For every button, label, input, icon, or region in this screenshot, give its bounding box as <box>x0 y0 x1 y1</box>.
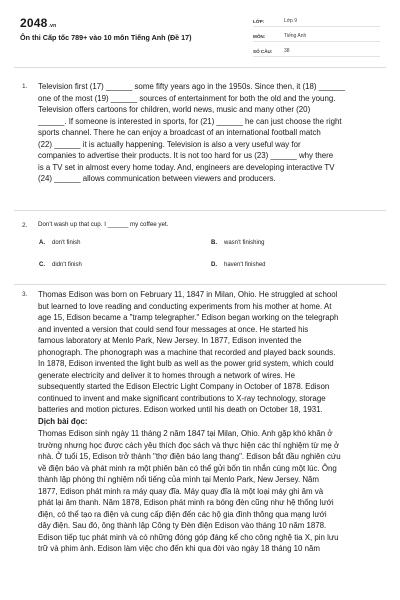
meta-value: Tiếng Anh <box>284 33 307 39</box>
page-title: Ôn thi Cấp tốc 789+ vào 10 môn Tiếng Anh (Đề 17) <box>20 33 192 42</box>
question-divider <box>14 284 386 285</box>
passage-line: famous laboratory at Menlo Park, New Jersey. In 1877, Edison invented the <box>38 336 302 346</box>
question-2-text: Don't wash up that cup. I ______ my coffee yet. <box>38 221 169 228</box>
translation-line: Thomas Edison sinh ngày 11 tháng 2 năm 1847 tại Milan, Ohio. Anh gặp khó khăn ở <box>38 429 333 438</box>
passage-line: Thomas Edison was born on February 11, 1847 in Milan, Ohio. He struggled at school <box>38 290 338 299</box>
question-3-passage <box>38 289 378 416</box>
translation-line: Edison tiếp tục phát minh và có những đóng góp đáng kể cho công nghệ tia X, pin lưu <box>38 532 339 542</box>
site-logo[interactable] <box>20 16 56 30</box>
meta-value: 38 <box>284 48 290 54</box>
translation-line: thành lập phòng thí nghiệm nổi tiếng của mình tại Menlo Park, New Jersey. Năm <box>38 475 319 485</box>
passage-line: batteries and motion pictures. Edison worked until his death on October 18, 1931. <box>38 405 323 415</box>
option-letter: A. <box>39 240 45 246</box>
meta-label: SỐ CÂU: <box>253 49 273 54</box>
option-text: haven't finished <box>224 262 266 268</box>
meta-label: MÔN: <box>253 34 266 39</box>
translation-line: trường nhưng học được cách yêu thích đọc sách và thực hiện các thí nghiệm từ mẹ ở <box>38 440 340 450</box>
meta-value: Lớp 9 <box>284 18 298 24</box>
translation-line: trữ và phim ảnh. Edison làm việc cho đến khi qua đời vào ngày 18 tháng 10 năm <box>38 544 320 554</box>
passage-line: age 15, Edison became a "tramp telegrapher." Edison began working on the telegraph <box>38 313 339 323</box>
option-c[interactable] <box>39 262 82 268</box>
logo-main: 2048 <box>20 16 48 30</box>
translation-line: 1877, Edison phát minh ra máy quay đĩa. Máy quay đĩa là một loại máy ghi âm và <box>38 486 324 496</box>
passage-line: continued to invent and make significant contributions to X-ray technology, storage <box>38 393 326 403</box>
option-letter: B. <box>211 240 217 246</box>
passage-line: (24) ______ allows communication between viewers and producers. <box>38 174 276 184</box>
passage-line: and invented a version that could send four messages at once. He started his <box>38 324 309 334</box>
meta-row-subject <box>253 27 380 42</box>
translation-line: về điện báo và phát minh ra một phiên bản có thể gửi bốn tin nhắn cùng một lúc. Ông <box>38 463 337 473</box>
option-text: don't finish <box>52 240 81 246</box>
passage-line: (22) ______ it is actually happening. Television is also a very useful way for <box>38 139 301 149</box>
meta-row-count <box>253 42 380 57</box>
meta-info <box>253 12 380 57</box>
translation-line: dây điện. Sau đó, ông thành lập Công ty Đèn điện Edison vào tháng 10 năm 1878. <box>38 521 327 531</box>
option-text: wasn't finishing <box>224 240 265 246</box>
option-text: didn't finish <box>52 262 82 268</box>
passage-line: subsequently started the Edison Electric Light Company in October of 1878. Edison <box>38 382 330 392</box>
header-divider <box>14 67 386 68</box>
translation-line: điện, có thể tạo ra điện và cung cấp điện đến các hộ gia đình thông qua mạng lưới <box>38 509 327 519</box>
option-d[interactable] <box>211 262 266 268</box>
option-letter: C. <box>39 262 45 268</box>
passage-line: sports channel. There he can enjoy a broadcast of an international football match <box>38 128 321 138</box>
question-number: 3. <box>22 291 28 298</box>
translation-heading: Dịch bài đọc: <box>38 417 88 426</box>
option-letter: D. <box>211 262 217 268</box>
translation-line: nhà. Ở tuổi 15, Edison trở thành "thợ điện báo lang thang". Edison bắt đầu nghiên cứu <box>38 452 341 462</box>
translation-line: phát lại âm thanh. Năm 1878, Edison phát minh ra bóng đèn cũng như hệ thống lưới <box>38 498 334 508</box>
passage-line: but learned to love reading and conducting experiments from his mother at home. At <box>38 301 332 311</box>
translation-passage <box>38 428 378 555</box>
logo-suffix: .vn <box>48 23 57 29</box>
option-a[interactable] <box>39 240 81 246</box>
meta-label: LỚP: <box>253 19 265 24</box>
passage-line: Television first (17) ______ some fifty years ago in the 1950s. Since then, it (18) ______ <box>38 82 346 91</box>
passage-line: is a TV set in almost every home today. And, engineers are developing interactive TV <box>38 162 335 172</box>
question-1-passage <box>38 81 378 185</box>
passage-line: ______. If someone is interested in sports, for (21) ______ he can just choose the right <box>38 116 342 126</box>
passage-line: In 1878, Edison invented the light bulb as well as the power grid system, which could <box>38 359 334 369</box>
meta-row-class <box>253 12 380 27</box>
passage-line: one of the most (19) ______ sources of entertainment for both the old and the young. <box>38 93 336 103</box>
passage-line: generate electricity and deliver it to homes through a network of wires. He <box>38 370 296 380</box>
question-divider <box>14 210 386 211</box>
passage-line: Television offers cartoons for children, world news, music and many other (20) <box>38 105 311 115</box>
question-number: 2. <box>22 222 28 229</box>
question-number: 1. <box>22 83 28 90</box>
option-b[interactable] <box>211 240 265 246</box>
passage-line: phonograph. The phonograph was a machine that recorded and played back sounds. <box>38 347 336 357</box>
passage-line: companies to advertise their products. It is not too hard for us (23) ______ why there <box>38 151 334 161</box>
